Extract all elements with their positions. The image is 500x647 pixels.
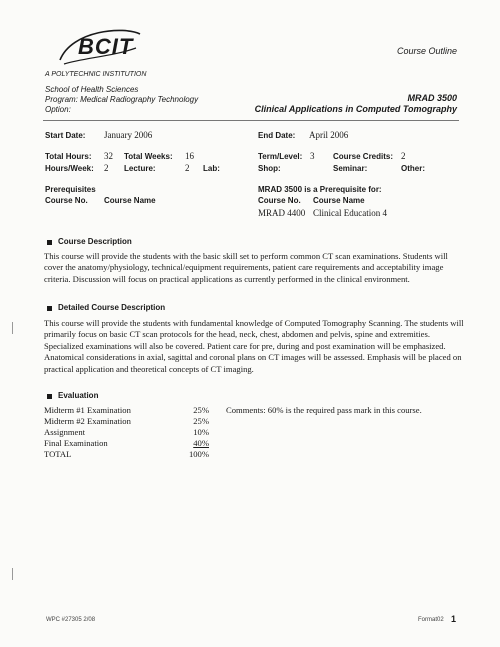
logo-tagline: A POLYTECHNIC INSTITUTION (45, 71, 147, 78)
prerequisites-heading: Prerequisites (45, 185, 96, 194)
footer-format: Format02 (418, 617, 444, 623)
evaluation-heading: Evaluation (58, 391, 99, 400)
total-hours-value: 32 (104, 151, 113, 161)
evaluation-weight: 100% (188, 449, 209, 459)
course-credits-label: Course Credits: (333, 152, 394, 161)
lecture-label: Lecture: (124, 164, 156, 173)
prereq-for-col-course-no: Course No. (258, 196, 301, 205)
school-name: School of Health Sciences (45, 85, 139, 94)
evaluation-item: Assignment (44, 427, 86, 437)
program-name: Program: Medical Radiography Technology (45, 95, 199, 104)
end-date-label: End Date: (258, 131, 296, 140)
total-weeks-value: 16 (185, 151, 194, 161)
evaluation-bullet (47, 394, 52, 399)
course-title: Clinical Applications in Computed Tomography (254, 104, 457, 114)
prereq-for-heading: MRAD 3500 is a Prerequisite for: (258, 185, 382, 194)
term-level-value: 3 (310, 151, 315, 161)
evaluation-item: Midterm #1 Examination (44, 405, 131, 415)
course-description-heading: Course Description (58, 237, 132, 246)
bcit-logo (54, 26, 144, 68)
course-description-bullet (47, 240, 52, 245)
lecture-value: 2 (185, 163, 190, 173)
start-date-label: Start Date: (45, 131, 86, 140)
evaluation-weight: 25% (193, 416, 209, 426)
other-label: Other: (401, 164, 425, 173)
option-label: Option: (45, 105, 71, 114)
hours-week-label: Hours/Week: (45, 164, 94, 173)
margin-mark (12, 568, 13, 580)
evaluation-weight: 40% (193, 438, 209, 448)
logo-text: BCIT (78, 34, 134, 59)
evaluation-weight: 10% (193, 427, 209, 437)
seminar-label: Seminar: (333, 164, 368, 173)
prereq-col-course-no: Course No. (45, 196, 88, 205)
prereq-for-col-course-name: Course Name (313, 196, 365, 205)
start-date-value: January 2006 (104, 130, 153, 140)
evaluation-item: TOTAL (44, 449, 72, 459)
term-level-label: Term/Level: (258, 152, 303, 161)
evaluation-item: Midterm #2 Examination (44, 416, 131, 426)
course-code: MRAD 3500 (407, 93, 457, 103)
detailed-description-bullet (47, 306, 52, 311)
course-description-text: This course will provide the students with the basic skill set to perform common CT scan examinations. Students will cover the anatomy/physiology, technical/equipment requirements, patient care requirements and acceptability image criteria. Discussion will focus on practical applications as currently performed in the clinical environment. (44, 251, 448, 284)
document-type: Course Outline (397, 46, 458, 56)
evaluation-item: Final Examination (44, 438, 108, 448)
header-divider (43, 120, 459, 121)
prereq-for-course-name: Clinical Education 4 (313, 208, 387, 218)
course-credits-value: 2 (401, 151, 406, 161)
prereq-col-course-name: Course Name (104, 196, 156, 205)
total-weeks-label: Total Weeks: (124, 152, 173, 161)
end-date-value: April 2006 (309, 130, 349, 140)
evaluation-comments: Comments: 60% is the required pass mark in this course. (226, 405, 422, 415)
margin-mark (12, 322, 13, 334)
total-hours-label: Total Hours: (45, 152, 92, 161)
detailed-description-text: This course will provide the students with fundamental knowledge of Computed Tomography Scanning. The students will primarily focus on basic CT scan protocols for the head, neck, chest, abdomen and pelvis, spine and extremities. Specialized examinations will also be covered. Patient care for pre, during and post examination will be emphasized. Anatomical considerations in axial, sagittal and coronal plans on CT images will be assessed. Emphasis will be placed on practical application and theoretical concepts of CT imaging. (44, 318, 464, 374)
lab-label: Lab: (203, 164, 220, 173)
evaluation-weight: 25% (193, 405, 209, 415)
footer-form-code: WPC #27305 2/08 (46, 617, 96, 623)
shop-label: Shop: (258, 164, 281, 173)
page-number: 1 (451, 614, 457, 624)
hours-week-value: 2 (104, 163, 109, 173)
prereq-for-course-no: MRAD 4400 (258, 208, 306, 218)
detailed-description-heading: Detailed Course Description (58, 303, 166, 312)
